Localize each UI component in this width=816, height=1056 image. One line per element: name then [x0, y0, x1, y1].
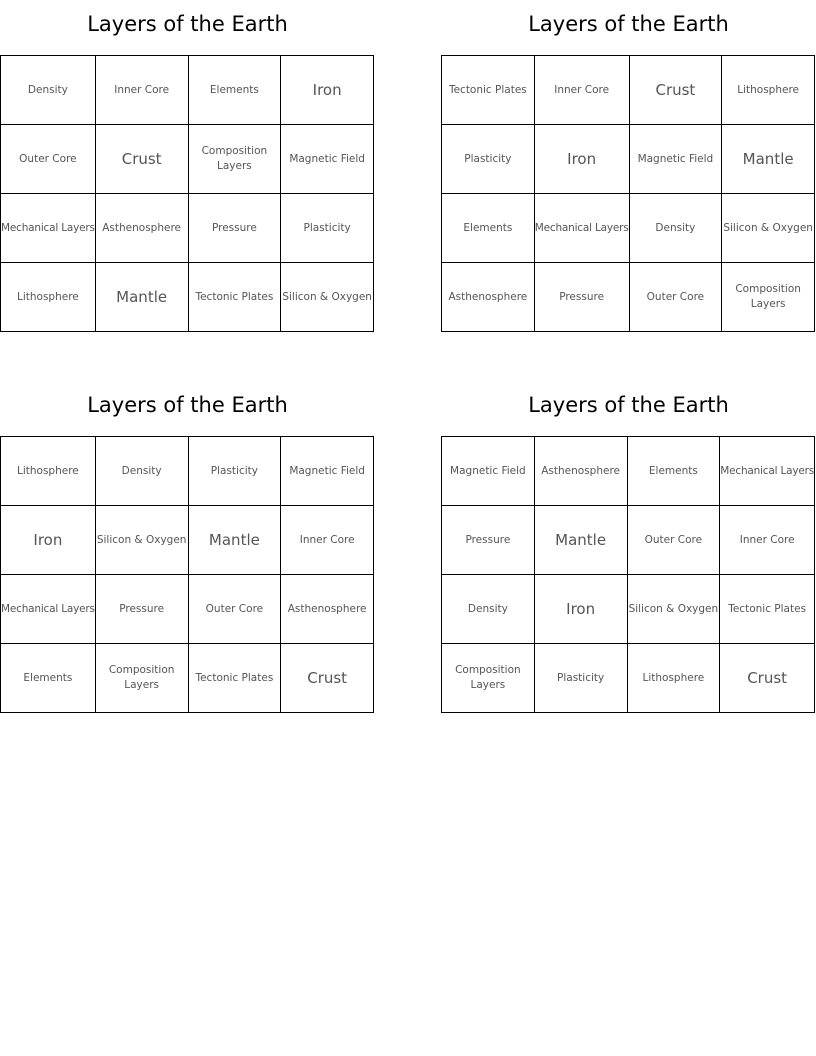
grid-cell: Density [95, 437, 188, 506]
grid-cell: Pressure [188, 194, 281, 263]
grid-cell: Asthenosphere [281, 575, 374, 644]
grid-cell: Silicon & Oxygen [281, 263, 374, 332]
grid-row [1, 56, 374, 125]
grid-cell: Density [629, 194, 722, 263]
grid-cell: Outer Core [629, 263, 722, 332]
grid-row [1, 194, 374, 263]
grid-cell: Density [1, 56, 96, 125]
grid-cell: Iron [281, 56, 374, 125]
grid-cell: Plasticity [281, 194, 374, 263]
grid-cell: Mechanical Layers [1, 575, 96, 644]
grid-cell: Lithosphere [722, 56, 815, 125]
grid-cell: Outer Core [188, 575, 281, 644]
grid-cell: Plasticity [442, 125, 535, 194]
grid-cell: Asthenosphere [95, 194, 188, 263]
grid-cell: Asthenosphere [442, 263, 535, 332]
grid-row [1, 437, 374, 506]
grid-cell: Mantle [534, 506, 627, 575]
grid-cell: Silicon & Oxygen [722, 194, 815, 263]
grid-row [1, 644, 374, 713]
grid-cell: Iron [534, 125, 629, 194]
grid-cell: Magnetic Field [281, 437, 374, 506]
grid-cell: Magnetic Field [281, 125, 374, 194]
grid-cell: Mantle [95, 263, 188, 332]
grid-cell: Plasticity [534, 644, 627, 713]
grid-row [1, 263, 374, 332]
bingo-grid [0, 436, 374, 713]
grid-cell: Mechanical Layers [534, 194, 629, 263]
grid-cell: Mechanical Layers [720, 437, 815, 506]
grid-cell: Elements [627, 437, 720, 506]
grid-cell: Iron [1, 506, 96, 575]
card-title: Layers of the Earth [87, 12, 288, 36]
grid-cell: Crust [281, 644, 374, 713]
grid-cell: Crust [720, 644, 815, 713]
grid-cell: Mantle [722, 125, 815, 194]
grid-cell: Composition Layers [188, 125, 281, 194]
card-title: Layers of the Earth [87, 393, 288, 417]
grid-row [442, 125, 815, 194]
grid-cell: Composition Layers [722, 263, 815, 332]
grid-cell: Silicon & Oxygen [627, 575, 720, 644]
bingo-grid [0, 55, 374, 332]
grid-cell: Inner Core [720, 506, 815, 575]
card-title: Layers of the Earth [528, 393, 729, 417]
grid-row [442, 575, 815, 644]
grid-row [1, 125, 374, 194]
grid-cell: Inner Core [281, 506, 374, 575]
grid-cell: Elements [442, 194, 535, 263]
grid-cell: Crust [629, 56, 722, 125]
grid-row [1, 506, 374, 575]
grid-row [442, 644, 815, 713]
grid-cell: Composition Layers [442, 644, 535, 713]
grid-cell: Asthenosphere [534, 437, 627, 506]
grid-cell: Mantle [188, 506, 281, 575]
grid-cell: Crust [95, 125, 188, 194]
grid-cell: Tectonic Plates [188, 263, 281, 332]
grid-cell: Plasticity [188, 437, 281, 506]
card-title: Layers of the Earth [528, 12, 729, 36]
grid-cell: Tectonic Plates [188, 644, 281, 713]
grid-cell: Outer Core [1, 125, 96, 194]
grid-cell: Elements [188, 56, 281, 125]
grid-cell: Pressure [534, 263, 629, 332]
grid-cell: Magnetic Field [629, 125, 722, 194]
grid-cell: Density [442, 575, 535, 644]
grid-cell: Lithosphere [1, 263, 96, 332]
grid-cell: Composition Layers [95, 644, 188, 713]
grid-row [442, 437, 815, 506]
grid-cell: Mechanical Layers [1, 194, 96, 263]
bingo-grid [441, 436, 815, 713]
grid-cell: Magnetic Field [442, 437, 535, 506]
grid-cell: Tectonic Plates [442, 56, 535, 125]
grid-cell: Elements [1, 644, 96, 713]
grid-row [442, 263, 815, 332]
grid-cell: Inner Core [534, 56, 629, 125]
grid-cell: Tectonic Plates [720, 575, 815, 644]
grid-cell: Silicon & Oxygen [95, 506, 188, 575]
grid-cell: Iron [534, 575, 627, 644]
grid-cell: Lithosphere [627, 644, 720, 713]
grid-cell: Inner Core [95, 56, 188, 125]
grid-cell: Outer Core [627, 506, 720, 575]
grid-cell: Lithosphere [1, 437, 96, 506]
grid-row [442, 194, 815, 263]
grid-cell: Pressure [95, 575, 188, 644]
grid-row [442, 56, 815, 125]
grid-cell: Pressure [442, 506, 535, 575]
grid-row [1, 575, 374, 644]
grid-row [442, 506, 815, 575]
bingo-grid [441, 55, 815, 332]
